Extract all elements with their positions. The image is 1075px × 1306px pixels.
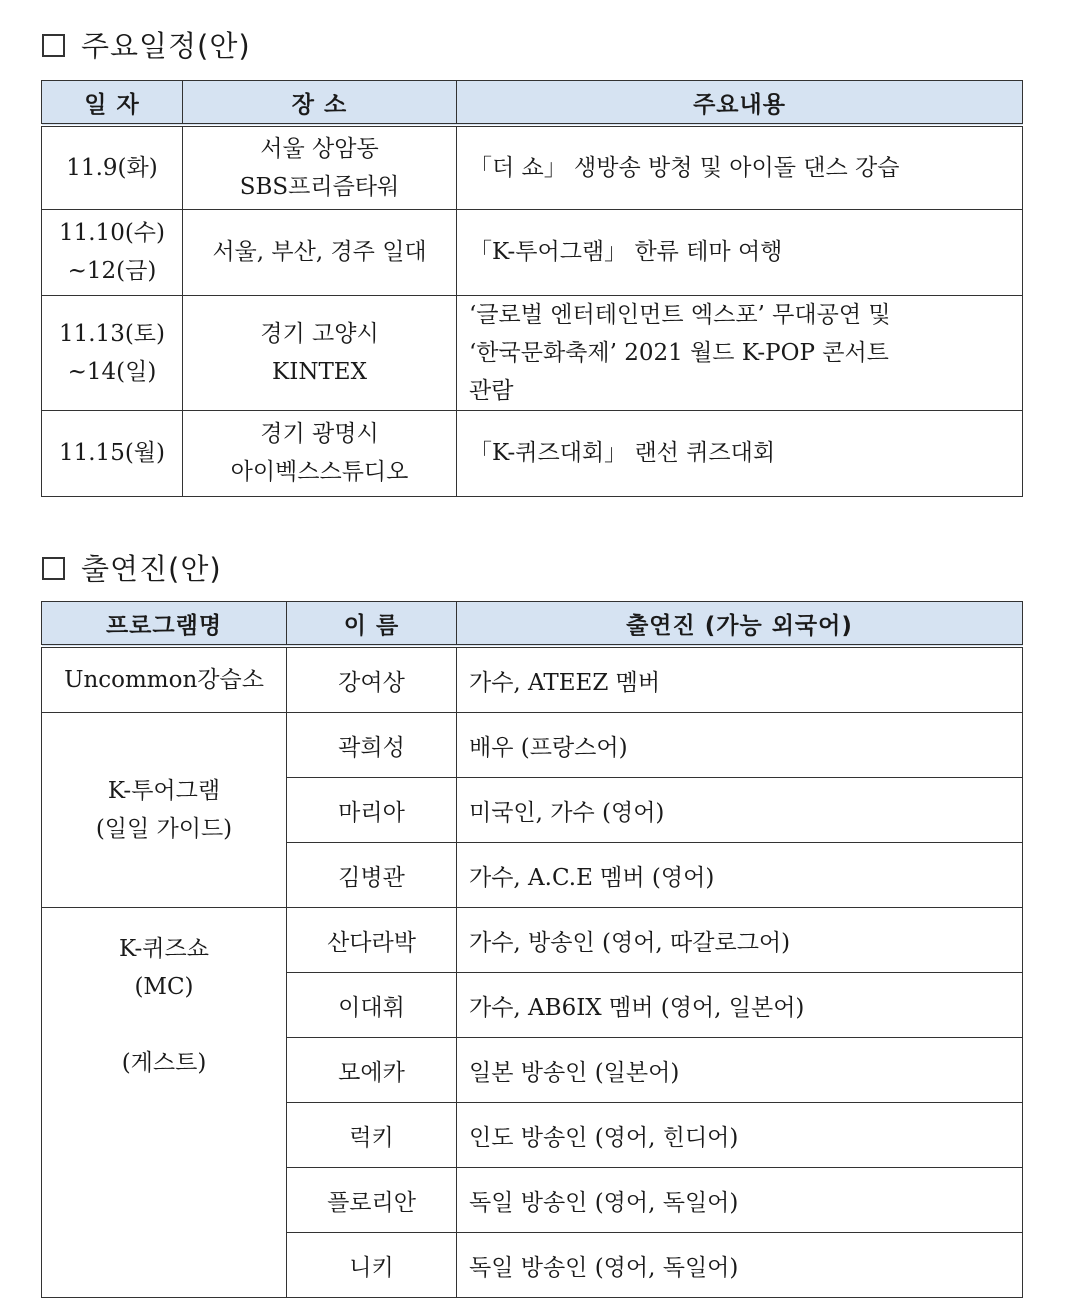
schedule-row [42, 410, 1023, 496]
person-name: 플로리안 [287, 1168, 457, 1233]
header-date: 일 자 [42, 81, 183, 126]
cell-text-line: (MC) [134, 974, 194, 1000]
person-name: 니키 [287, 1233, 457, 1298]
program-cell [42, 646, 287, 713]
schedule-row [42, 209, 1023, 295]
cell-text-line: ‘한국문화축제’ 2021 월드 K-POP 콘서트 [469, 339, 889, 366]
cell-text-line: 11.10(수) [58, 220, 165, 246]
person-name: 럭키 [287, 1103, 457, 1168]
place-cell [183, 295, 457, 410]
person-name: 곽희성 [287, 713, 457, 778]
date-cell [42, 295, 183, 410]
header-content: 주요내용 [457, 81, 1023, 126]
cell-text-line: 「K-퀴즈대회」 랜선 퀴즈대회 [469, 440, 776, 466]
date-cell [42, 125, 183, 209]
cast-table [41, 601, 1023, 1298]
cell-text-line: (일일 가이드) [95, 816, 233, 842]
person-name: 마리아 [287, 778, 457, 843]
content-cell [457, 295, 1023, 410]
place-cell [183, 125, 457, 209]
cell-text-line: ~14(일) [67, 358, 157, 385]
content-cell [457, 125, 1023, 209]
person-desc: 일본 방송인 (일본어) [457, 1038, 1023, 1103]
schedule-row [42, 295, 1023, 410]
checkbox-square-icon [42, 557, 65, 580]
cell-text-line: ‘글로벌 엔터테인먼트 엑스포’ 무대공연 및 [469, 301, 891, 328]
cell-text-line: 서울, 부산, 경주 일대 [212, 239, 427, 265]
person-name: 이대휘 [287, 973, 457, 1038]
date-cell [42, 410, 183, 496]
header-name: 이 름 [287, 602, 457, 647]
content-cell [457, 410, 1023, 496]
schedule-title-text: 주요일정(안) [81, 29, 251, 63]
cell-text-line: K-퀴즈쇼 [119, 936, 209, 962]
date-cell [42, 209, 183, 295]
person-name: 김병관 [287, 843, 457, 908]
cell-text-line: 경기 광명시 [260, 421, 379, 447]
person-name: 강여상 [287, 646, 457, 713]
person-desc: 독일 방송인 (영어, 독일어) [457, 1168, 1023, 1233]
place-cell [183, 209, 457, 295]
schedule-row [42, 125, 1023, 209]
cell-text-line: 아이벡스스튜디오 [230, 459, 409, 485]
cell-text-line: (게스트) [121, 1050, 207, 1076]
cell-text-line [42, 1006, 286, 1044]
cast-row [42, 646, 1023, 713]
cell-text-line: 11.13(토) [58, 320, 165, 347]
cast-row [42, 908, 1023, 973]
cell-text-line: K-투어그램 [107, 778, 221, 804]
cell-text-line: 11.15(월) [58, 440, 165, 466]
person-desc: 가수, ATEEZ 멤버 [457, 646, 1023, 713]
cell-text-line: 11.9(화) [66, 154, 158, 181]
program-cell [42, 908, 287, 1298]
person-name: 모에카 [287, 1038, 457, 1103]
person-desc: 가수, A.C.E 멤버 (영어) [457, 843, 1023, 908]
cast-section-title [42, 547, 222, 588]
cell-text-line: ~12(금) [67, 258, 157, 284]
person-desc: 배우 (프랑스어) [457, 713, 1023, 778]
cell-text-line: KINTEX [272, 358, 367, 385]
header-performer: 출연진 (가능 외국어) [457, 602, 1023, 647]
schedule-header-row [42, 81, 1023, 126]
cell-text-line: Uncommon강습소 [64, 667, 264, 693]
content-cell [457, 209, 1023, 295]
schedule-table [41, 80, 1023, 497]
person-desc: 가수, AB6IX 멤버 (영어, 일본어) [457, 973, 1023, 1038]
cast-row [42, 713, 1023, 778]
checkbox-square-icon [42, 34, 65, 57]
cell-text-line: 「더 쇼」 생방송 방청 및 아이돌 댄스 강습 [469, 154, 900, 181]
person-desc: 인도 방송인 (영어, 힌디어) [457, 1103, 1023, 1168]
cell-text-line: 「K-투어그램」 한류 테마 여행 [469, 239, 783, 265]
cell-text-line: SBS프리즘타워 [239, 173, 400, 200]
cell-text-line: 서울 상암동 [260, 135, 379, 162]
cast-title-text: 출연진(안) [81, 552, 222, 586]
schedule-section-title [42, 24, 251, 65]
cell-text-line: 경기 고양시 [260, 320, 379, 347]
program-cell [42, 713, 287, 908]
person-desc: 독일 방송인 (영어, 독일어) [457, 1233, 1023, 1298]
cell-text-line: 관람 [469, 377, 514, 404]
person-desc: 가수, 방송인 (영어, 따갈로그어) [457, 908, 1023, 973]
person-desc: 미국인, 가수 (영어) [457, 778, 1023, 843]
header-place: 장 소 [183, 81, 457, 126]
place-cell [183, 410, 457, 496]
header-program: 프로그램명 [42, 602, 287, 647]
cast-header-row [42, 602, 1023, 647]
person-name: 산다라박 [287, 908, 457, 973]
